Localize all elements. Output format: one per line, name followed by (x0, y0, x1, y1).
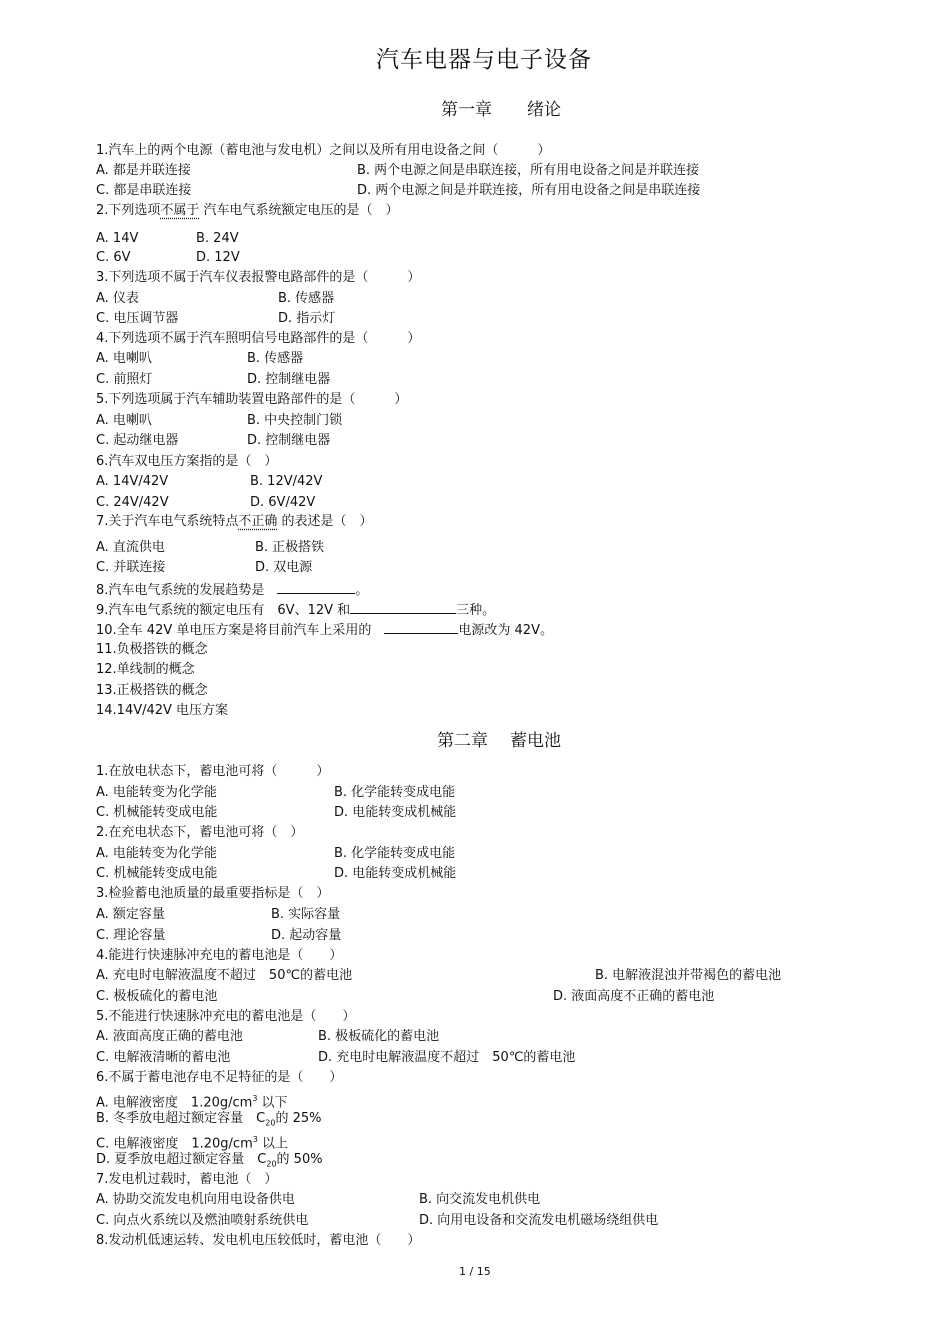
option-d: D. 电能转变成机械能 (334, 866, 457, 881)
subscript: 20 (266, 1159, 277, 1169)
question-stem: 3.检验蓄电池质量的最重要指标是（ ） (96, 886, 330, 901)
question-stem (96, 202, 399, 220)
option-text: B. 冬季放电超过额定容量 C (96, 1111, 266, 1126)
question-stem: 5.不能进行快速脉冲充电的蓄电池是（ ） (96, 1009, 356, 1024)
option-b: B. 电解液混浊并带褐色的蓄电池 (595, 968, 782, 983)
option-text: 的 50% (276, 1152, 323, 1167)
question-stem: 7.发电机过载时，蓄电池（ ） (96, 1172, 278, 1187)
stem-text: 8.汽车电气系统的发展趋势是 (96, 583, 265, 598)
question-stem: 4.能进行快速脉冲充电的蓄电池是（ ） (96, 948, 343, 963)
option-c: C. 前照灯 (96, 372, 153, 387)
question-stem: 1.在放电状态下，蓄电池可将（ ） (96, 764, 330, 779)
stem-text: 三种。 (456, 603, 496, 618)
ch1-question-8 (96, 580, 368, 600)
answer-blank (277, 580, 355, 594)
option-b: B. 传感器 (278, 291, 335, 306)
option-c (96, 1131, 288, 1153)
option-c: C. 6V (96, 250, 131, 265)
option-d: D. 电能转变成机械能 (334, 805, 457, 820)
answer-blank (350, 600, 456, 614)
option-d: D. 向用电设备和交流发电机磁场绕组供电 (419, 1213, 659, 1228)
superscript: 3 (252, 1094, 258, 1103)
ch1-question-9 (96, 600, 495, 620)
option-d: D. 充电时电解液温度不超过 50℃的蓄电池 (318, 1050, 576, 1065)
question-stem: 6.不属于蓄电池存电不足特征的是（ ） (96, 1070, 343, 1085)
option-a: A. 14V (96, 231, 139, 246)
option-c: C. 24V/42V (96, 495, 169, 510)
option-a: A. 电喇叭 (96, 413, 152, 428)
question-stem: 4.下列选项不属于汽车照明信号电路部件的是（ ） (96, 331, 421, 346)
option-b: B. 极板硫化的蓄电池 (318, 1029, 440, 1044)
option-text: A. 电解液密度 1.20g/cm (96, 1095, 253, 1111)
option-text: 的 25% (275, 1111, 322, 1126)
option-d: D. 两个电源之间是并联连接，所有用电设备之间是串联连接 (357, 183, 701, 198)
emphasis-text: 不正确 (238, 514, 278, 529)
subscript: 20 (265, 1118, 276, 1128)
question-stem: 6.汽车双电压方案指的是（ ） (96, 454, 278, 469)
option-text: C. 电解液密度 1.20g/cm (96, 1136, 253, 1152)
question-stem: 2.在充电状态下，蓄电池可将（ ） (96, 825, 304, 840)
option-d: D. 控制继电器 (247, 433, 331, 448)
stem-text: 。 (355, 583, 369, 598)
option-a: A. 直流供电 (96, 540, 165, 555)
option-c: C. 极板硫化的蓄电池 (96, 989, 218, 1004)
option-b: B. 传感器 (247, 351, 304, 366)
stem-text: 2.下列选项 (96, 203, 161, 218)
option-a: A. 仪表 (96, 291, 139, 306)
option-b: B. 实际容量 (271, 907, 341, 922)
option-c: C. 电压调节器 (96, 311, 179, 326)
option-a: A. 额定容量 (96, 907, 165, 922)
chapter-2-name: 蓄电池 (510, 731, 561, 751)
stem-text: 10.全车 42V 单电压方案是将目前汽车上采用的 (96, 623, 372, 638)
emphasis-text: 不属于 (160, 203, 200, 218)
option-a: A. 充电时电解液温度不超过 50℃的蓄电池 (96, 968, 353, 983)
option-d: D. 起动容量 (271, 928, 342, 943)
option-b: B. 12V/42V (250, 474, 323, 489)
option-text: 以下 (257, 1095, 288, 1111)
page-number: 1 / 15 (459, 1265, 491, 1278)
option-c: C. 电解液清晰的蓄电池 (96, 1050, 231, 1065)
question-stem: 5.下列选项属于汽车辅助装置电路部件的是（ ） (96, 392, 408, 407)
option-b: B. 24V (196, 231, 239, 246)
option-c: C. 理论容量 (96, 928, 166, 943)
option-b: B. 化学能转变成电能 (334, 785, 456, 800)
question-stem (96, 513, 373, 531)
option-b (96, 1110, 321, 1133)
ch1-question-14: 14.14V/42V 电压方案 (96, 703, 229, 718)
option-b: B. 两个电源之间是串联连接，所有用电设备之间是并联连接 (357, 163, 700, 178)
option-a: A. 14V/42V (96, 474, 169, 489)
superscript: 3 (252, 1135, 258, 1144)
ch1-question-11: 11.负极搭铁的概念 (96, 642, 208, 657)
option-d: D. 12V (196, 250, 240, 265)
stem-text: 的表述是（ ） (277, 514, 373, 529)
option-d: D. 液面高度不正确的蓄电池 (553, 989, 715, 1004)
ch1-question-12: 12.单线制的概念 (96, 662, 195, 677)
question-stem: 1.汽车上的两个电源（蓄电池与发电机）之间以及所有用电设备之间（ ） (96, 143, 551, 158)
option-b: B. 中央控制门锁 (247, 413, 343, 428)
document-title: 汽车电器与电子设备 (376, 47, 592, 73)
option-text: 以上 (257, 1136, 288, 1152)
chapter-1-number: 第一章 (441, 100, 492, 120)
option-b: B. 正极搭铁 (255, 540, 325, 555)
option-a: A. 电能转变为化学能 (96, 846, 217, 861)
option-b: B. 化学能转变成电能 (334, 846, 456, 861)
answer-blank (384, 620, 458, 634)
stem-text: 汽车电气系统额定电压的是（ ） (199, 203, 399, 218)
option-b: B. 向交流发电机供电 (419, 1192, 541, 1207)
option-c: C. 起动继电器 (96, 433, 179, 448)
ch1-question-10 (96, 620, 553, 640)
option-d: D. 6V/42V (250, 495, 316, 510)
option-c: C. 向点火系统以及燃油喷射系统供电 (96, 1213, 309, 1228)
option-a: A. 液面高度正确的蓄电池 (96, 1029, 243, 1044)
option-a: A. 协助交流发电机向用电设备供电 (96, 1192, 295, 1207)
question-stem: 3.下列选项不属于汽车仪表报警电路部件的是（ ） (96, 270, 421, 285)
option-a: A. 都是并联连接 (96, 163, 191, 178)
chapter-1-name: 绪论 (527, 100, 561, 120)
option-c: C. 并联连接 (96, 560, 166, 575)
option-a: A. 电能转变为化学能 (96, 785, 217, 800)
option-a (96, 1090, 288, 1112)
option-d: D. 双电源 (255, 560, 313, 575)
stem-text: 9.汽车电气系统的额定电压有 6V、12V 和 (96, 603, 351, 618)
ch2-question-8: 8.发动机低速运转、发电机电压较低时，蓄电池（ ） (96, 1233, 421, 1248)
option-d: D. 指示灯 (278, 311, 336, 326)
option-c: C. 机械能转变成电能 (96, 805, 218, 820)
ch1-question-13: 13.正极搭铁的概念 (96, 683, 208, 698)
chapter-2-number: 第二章 (437, 731, 488, 751)
option-a: A. 电喇叭 (96, 351, 152, 366)
option-d: D. 控制继电器 (247, 372, 331, 387)
option-text: D. 夏季放电超过额定容量 C (96, 1152, 267, 1167)
option-c: C. 机械能转变成电能 (96, 866, 218, 881)
stem-text: 电源改为 42V。 (458, 623, 553, 638)
stem-text: 7.关于汽车电气系统特点 (96, 514, 239, 529)
option-c: C. 都是串联连接 (96, 183, 192, 198)
